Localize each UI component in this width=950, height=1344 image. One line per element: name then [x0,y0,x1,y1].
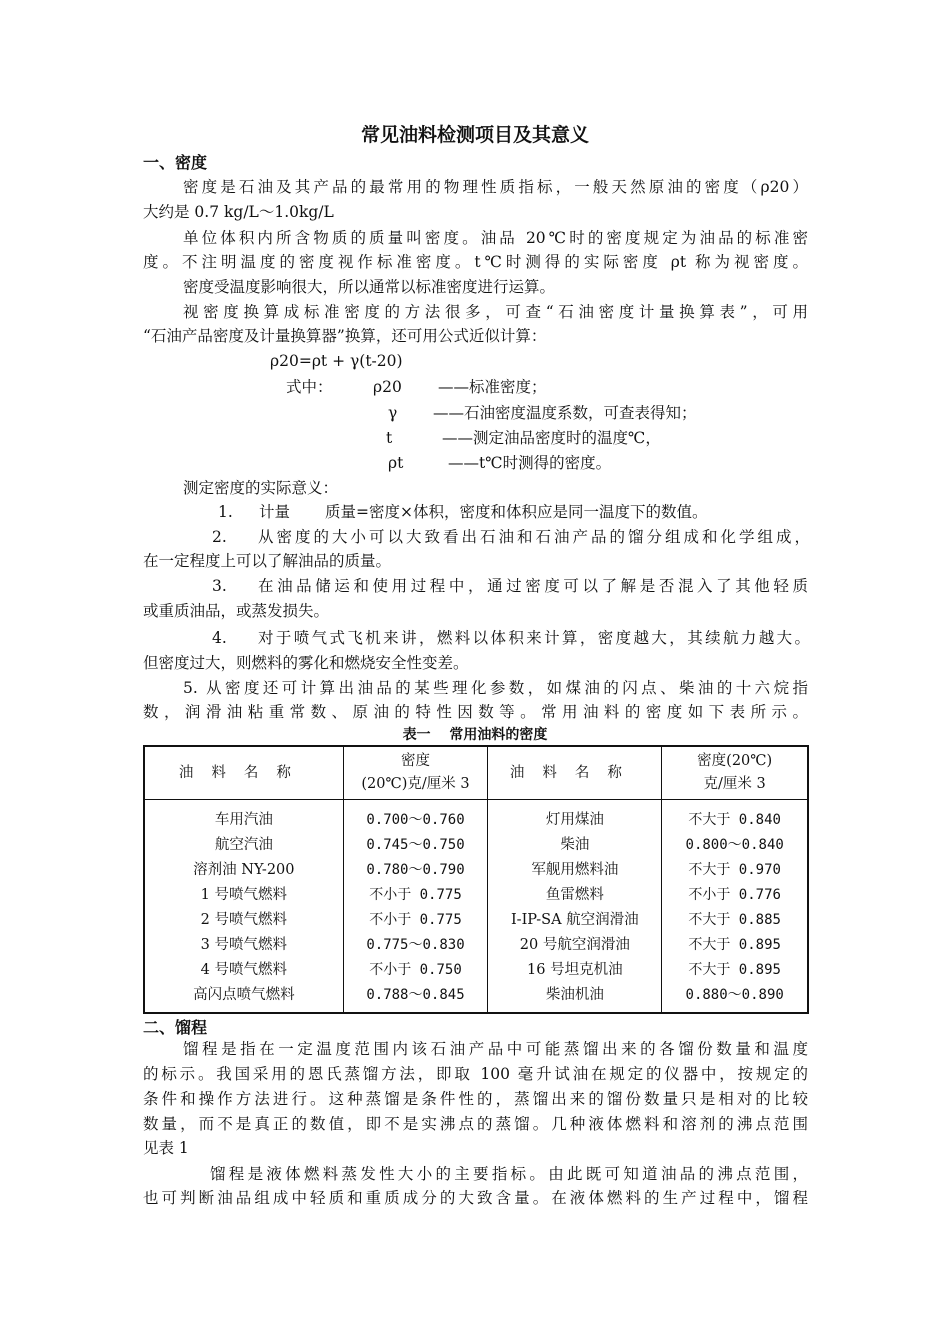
density-cell: 不大于 0.895 [662,956,808,981]
table-caption: 表一 常用油料的密度 [402,727,548,743]
formula-variable-desc: ——测定油品密度时的温度℃， [442,429,661,447]
paragraph-line: 馏程是指在一定温度范围内该石油产品中可能蒸馏出来的各馏份数量和温度 [183,1040,808,1058]
formula-variable-symbol: γ [388,404,398,422]
formula-variable-symbol: ρ20 [373,378,402,396]
oil-name-cell: I-IP-SA 航空润滑油 [488,906,662,931]
density-cell: 不大于 0.840 [662,800,808,832]
density-cell: 不小于 0.776 [662,881,808,906]
formula-where-label: 式中： [286,378,333,396]
formula-variable-symbol: t [386,429,393,447]
meaning-intro: 测定密度的实际意义： [183,479,339,497]
table-row [144,931,808,956]
header-oil-name: 油料名称 [144,746,343,800]
paragraph-line: 大约是 0.7 kg/L～1.0kg/L [143,203,334,221]
formula-variable-desc: ——t℃时测得的密度。 [448,454,612,472]
table-header-row [144,746,808,800]
table-row [144,956,808,981]
table-row [144,856,808,881]
list-number: 4. [212,629,227,647]
list-item-text: 质量=密度×体积，密度和体积应是同一温度下的数值。 [325,503,708,521]
density-cell: 0.775～0.830 [343,931,488,956]
density-cell: 不小于 0.750 [343,956,488,981]
formula-variable-desc: ——标准密度； [438,378,547,396]
oil-name-cell: 军舰用燃料油 [488,856,662,881]
density-cell: 0.780～0.790 [343,856,488,881]
list-item-text: 在油品储运和使用过程中，通过密度可以了解是否混入了其他轻质 [258,577,808,595]
list-number: 3. [212,577,227,595]
table-row [144,800,808,832]
list-item-text: 从密度的大小可以大致看出石油和石油产品的馏分组成和化学组成， [258,528,810,546]
list-item-text: 但密度过大，则燃料的雾化和燃烧安全性变差。 [143,654,469,672]
table-row [144,906,808,931]
density-cell: 0.800～0.840 [662,831,808,856]
density-cell: 不大于 0.895 [662,931,808,956]
oil-name-cell: 16 号坦克机油 [488,956,662,981]
density-cell: 0.700～0.760 [343,800,488,832]
paragraph-line: 数量，而不是真正的数值，即不是实沸点的蒸馏。几种液体燃料和溶剂的沸点范围 [143,1115,808,1133]
paragraph-line: 密度受温度影响很大，所以通常以标准密度进行运算。 [183,278,556,296]
paragraph-line: 密度是石油及其产品的最常用的物理性质指标，一般天然原油的密度（ρ20） [183,178,808,196]
list-number: 2. [212,528,227,546]
document-title: 常见油料检测项目及其意义 [360,124,589,146]
oil-name-cell: 灯用煤油 [488,800,662,832]
oil-name-cell: 20 号航空润滑油 [488,931,662,956]
list-item-text: 对于喷气式飞机来讲，燃料以体积来计算，密度越大，其续航力越大。 [258,629,810,647]
table-row [144,881,808,906]
paragraph-line: 见表 1 [143,1139,189,1157]
section-heading-distillation: 二、馏程 [143,1018,208,1037]
oil-name-cell: 溶剂油 NY-200 [144,856,343,881]
oil-density-table [143,745,809,1014]
paragraph-line: 的标示。我国采用的恩氏蒸馏方法，即取 100 毫升试油在规定的仪器中，按规定的 [143,1065,808,1083]
oil-name-cell: 4 号喷气燃料 [144,956,343,981]
formula-variable-desc: ——石油密度温度系数，可查表得知； [433,404,697,422]
density-cell: 0.788～0.845 [343,981,488,1013]
paragraph-line: 馏程是液体燃料蒸发性大小的主要指标。由此既可知道油品的沸点范围， [210,1165,808,1183]
header-density: 密度 (20℃)克/厘米 3 [343,746,488,800]
list-number: 1. [218,503,233,521]
list-item-text: 5. 从密度还可计算出油品的某些理化参数，如煤油的闪点、柴油的十六烷指 [183,679,808,697]
oil-name-cell: 鱼雷燃料 [488,881,662,906]
paragraph-line: 也可判断油品组成中轻质和重质成分的大致含量。在液体燃料的生产过程中，馏程 [143,1189,808,1207]
paragraph-line: 条件和操作方法进行。这种蒸馏是条件性的，蒸馏出来的馏份数量只是相对的比较 [143,1090,808,1108]
paragraph-line: 单位体积内所含物质的质量叫密度。油品 20℃时的密度规定为油品的标准密 [183,229,808,247]
header-density: 密度(20℃) 克/厘米 3 [662,746,808,800]
oil-name-cell: 1 号喷气燃料 [144,881,343,906]
table-row [144,981,808,1013]
list-item-text: 在一定程度上可以了解油品的质量。 [143,552,392,570]
density-cell: 不大于 0.885 [662,906,808,931]
density-cell: 0.745～0.750 [343,831,488,856]
density-cell: 0.880～0.890 [662,981,808,1013]
table-row [144,831,808,856]
paragraph-line: 度。不注明温度的密度视作标准密度。t℃时测得的实际密度 ρt 称为视密度。 [143,253,808,271]
list-item-text: 计量 [259,503,291,521]
header-oil-name: 油料名称 [488,746,662,800]
oil-name-cell: 柴油机油 [488,981,662,1013]
list-item-text: 或重质油品，或蒸发损失。 [143,602,330,620]
oil-name-cell: 航空汽油 [144,831,343,856]
formula-variable-symbol: ρt [388,454,404,472]
paragraph-line: 视密度换算成标准密度的方法很多，可查“石油密度计量换算表”，可用 [183,303,808,321]
oil-name-cell: 柴油 [488,831,662,856]
list-item-text: 数，润滑油粘重常数、原油的特性因数等。常用油料的密度如下表所示。 [143,703,808,721]
oil-name-cell: 高闪点喷气燃料 [144,981,343,1013]
section-heading-density: 一、密度 [143,153,208,172]
density-cell: 不大于 0.970 [662,856,808,881]
paragraph-line: “石油产品密度及计量换算器”换算，还可用公式近似计算： [143,327,547,345]
density-formula: ρ20=ρt + γ(t-20) [270,352,403,370]
density-cell: 不小于 0.775 [343,906,488,931]
oil-name-cell: 2 号喷气燃料 [144,906,343,931]
density-cell: 不小于 0.775 [343,881,488,906]
oil-name-cell: 车用汽油 [144,800,343,832]
oil-name-cell: 3 号喷气燃料 [144,931,343,956]
